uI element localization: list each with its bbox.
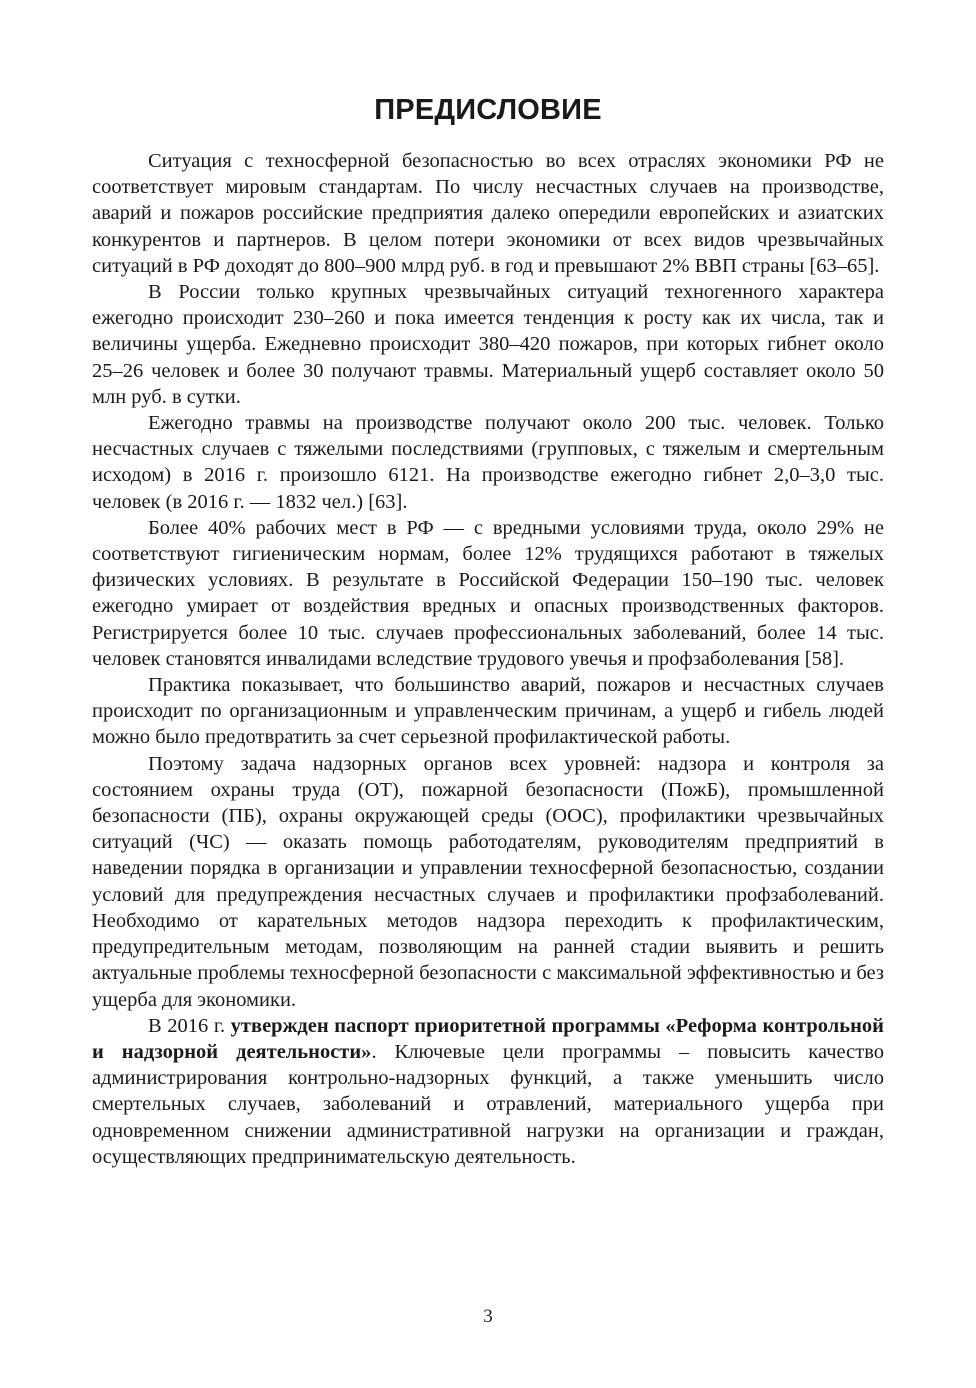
paragraph-6: Поэтому задача надзорных органов всех уровней: надзора и контроля за состоянием охраны труда (ОТ), пожарной безопасности (ПожБ), промышленной безопасности (ПБ), охраны окружающей среды (ООС), профилактики чрезвычайных ситуаций (ЧС) — оказать помощь работодателям, руководителям предприятий в наведении порядка в организации и управлении техносферной безопасностью, создании условий для предупреждения несчастных случаев и профилактики профзаболеваний. Необходимо от карательных методов надзора переходить к профилактическим, предупредительным методам, позволяющим на ранней стадии выявить и решить актуальные проблемы техносферной безопасности с максимальной эффективностью и без ущерба для экономики. (92, 752, 884, 1011)
page-number: 3 (483, 1306, 493, 1327)
page-title: ПРЕДИСЛОВИЕ (374, 94, 602, 126)
paragraph-5: Практика показывает, что большинство аварий, пожаров и несчастных случаев происходит по организационным и управленческим причинам, а ущерб и гибель людей можно было предотвратить за счет серьезной профилактической работы. (92, 674, 884, 749)
paragraph-2: В России только крупных чрезвычайных ситуаций техногенного характера ежегодно происходит 230–260 и пока имеется тенденция к росту как их числа, так и величины ущерба. Ежедневно происходит 380–420 пожаров, при которых гибнет около 25–26 человек и более 30 получают травмы. Материальный ущерб составляет около 50 млн руб. в сутки. (92, 281, 884, 408)
document-page (92, 0, 884, 1388)
paragraph-7-lead: В 2016 г. (148, 1014, 231, 1037)
paragraph-3: Ежегодно травмы на производстве получают около 200 тыс. человек. Только несчастных случаев с тяжелыми последствиями (групповых, с тяжелым и смертельным исходом) в 2016 г. произошло 6121. На производстве ежегодно гибнет 2,0–3,0 тыс. человек (в 2016 г. — 1832 чел.) [63]. (92, 412, 884, 513)
paragraph-7 (92, 1013, 884, 1170)
paragraph-7-bold: утвержден паспорт приоритетной программы «Реформа контрольной и надзорной деятельности» (92, 1014, 884, 1063)
body-text (92, 148, 884, 1170)
paragraph-1: Ситуация с техносферной безопасностью во всех отраслях экономики РФ не соответствует мировым стандартам. По числу несчастных случаев на производстве, аварий и пожаров российские предприятия далеко опередили европейских и азиатских конкурентов и партнеров. В целом потери экономики от всех видов чрезвычайных ситуаций в РФ доходят до 800–900 млрд руб. в год и превышают 2% ВВП страны [63–65]. (92, 150, 884, 277)
paragraph-7-rest: . Ключевые цели программы – повысить качество администрирования контрольно-надзорных функций, а также уменьшить число смертельных случаев, заболеваний и отравлений, материального ущерба при одновременном снижении административной нагрузки на организации и граждан, осуществляющих предпринимательскую деятельность. (92, 1040, 884, 1168)
paragraph-4: Более 40% рабочих мест в РФ — с вредными условиями труда, около 29% не соответствуют гигиеническим нормам, более 12% трудящихся работают в тяжелых физических условиях. В результате в Российской Федерации 150–190 тыс. человек ежегодно умирает от воздействия вредных и опасных производственных факторов. Регистрируется более 10 тыс. случаев профессиональных заболеваний, более 14 тыс. человек становятся инвалидами вследствие трудового увечья и профзаболевания [58]. (92, 516, 884, 670)
